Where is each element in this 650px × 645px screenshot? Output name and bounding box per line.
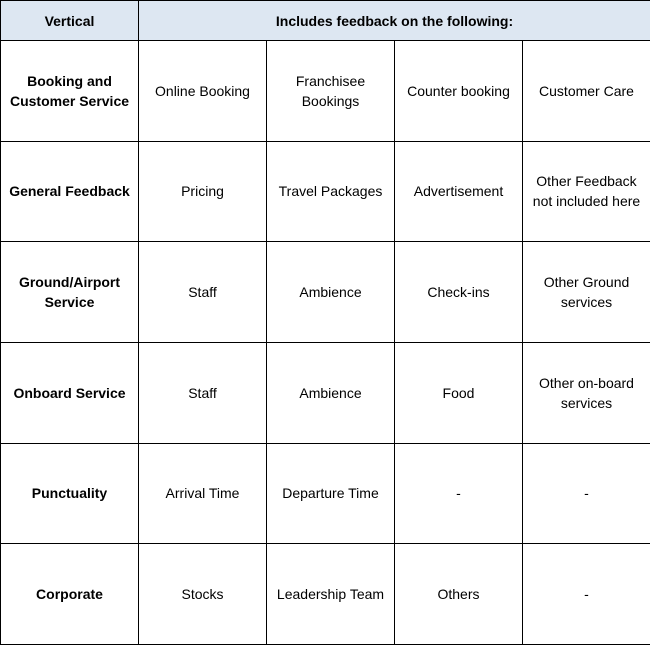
feedback-item-cell: Staff (139, 342, 267, 443)
feedback-item-cell: Departure Time (267, 443, 395, 544)
feedback-item-cell: Others (395, 544, 523, 645)
vertical-cell: Ground/Airport Service (1, 242, 139, 343)
feedback-item-cell: Staff (139, 242, 267, 343)
feedback-item-cell: Franchisee Bookings (267, 41, 395, 142)
feedback-item-cell: Arrival Time (139, 443, 267, 544)
feedback-item-cell: Customer Care (523, 41, 650, 142)
feedback-item-cell: - (523, 443, 650, 544)
table-row (1, 544, 650, 645)
feedback-item-cell: Other Ground services (523, 242, 650, 343)
header-includes: Includes feedback on the following: (139, 1, 650, 41)
table-row (1, 41, 650, 142)
table-row (1, 242, 650, 343)
feedback-item-cell: - (523, 544, 650, 645)
header-vertical: Vertical (1, 1, 139, 41)
feedback-item-cell: Other Feedback not included here (523, 141, 650, 242)
feedback-item-cell: Check-ins (395, 242, 523, 343)
feedback-item-cell: Food (395, 342, 523, 443)
vertical-cell: Corporate (1, 544, 139, 645)
table-row (1, 141, 650, 242)
table-row (1, 443, 650, 544)
feedback-item-cell: Leadership Team (267, 544, 395, 645)
feedback-item-cell: Ambience (267, 242, 395, 343)
header-row (1, 1, 650, 41)
vertical-cell: Onboard Service (1, 342, 139, 443)
feedback-item-cell: Pricing (139, 141, 267, 242)
feedback-item-cell: Travel Packages (267, 141, 395, 242)
feedback-item-cell: Counter booking (395, 41, 523, 142)
feedback-item-cell: Ambience (267, 342, 395, 443)
feedback-item-cell: Online Booking (139, 41, 267, 142)
vertical-cell: Punctuality (1, 443, 139, 544)
feedback-item-cell: Stocks (139, 544, 267, 645)
vertical-cell: General Feedback (1, 141, 139, 242)
feedback-item-cell: Advertisement (395, 141, 523, 242)
feedback-item-cell: Other on-board services (523, 342, 650, 443)
feedback-item-cell: - (395, 443, 523, 544)
vertical-cell: Booking and Customer Service (1, 41, 139, 142)
table-row (1, 342, 650, 443)
